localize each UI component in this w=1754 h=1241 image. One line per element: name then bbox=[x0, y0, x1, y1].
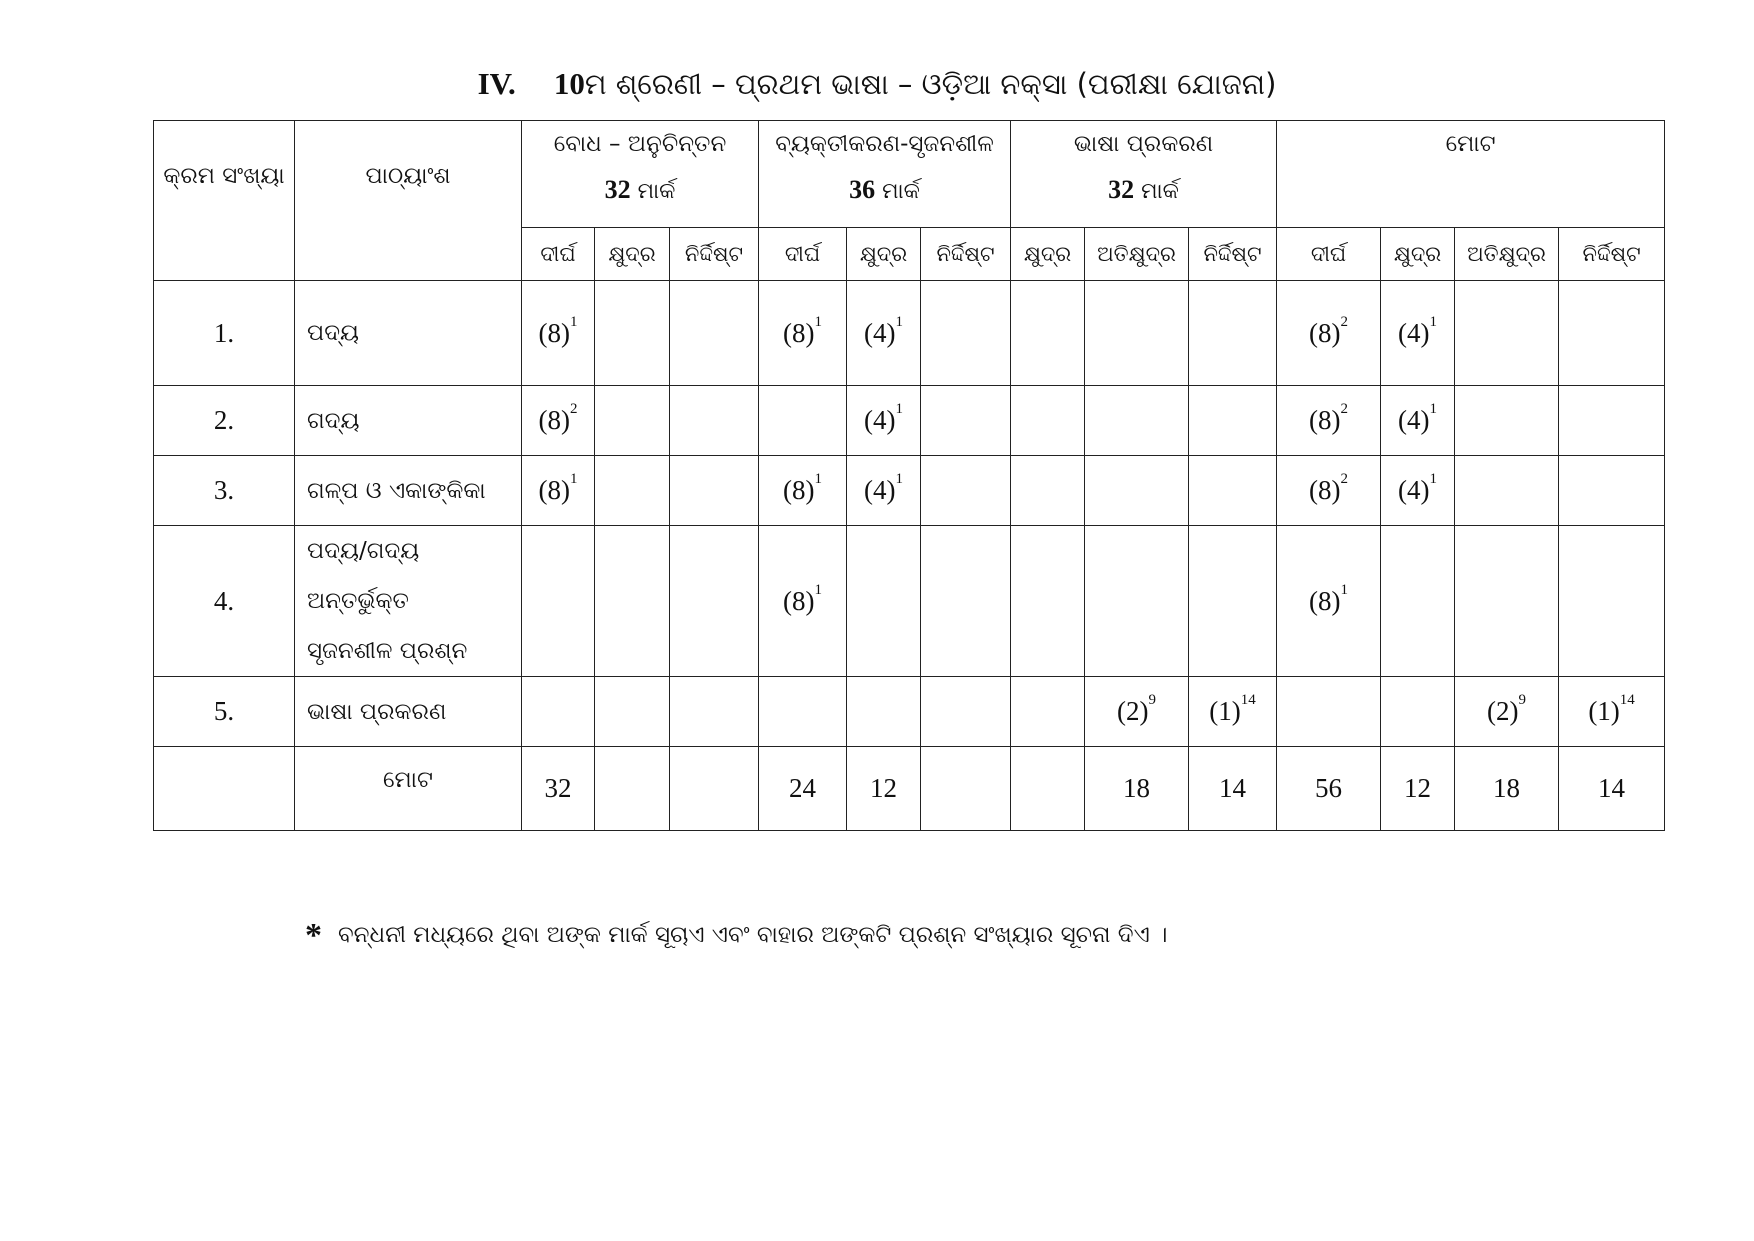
group-marks bbox=[759, 175, 1010, 207]
topic-line: ସୃଜନଶୀଳ ପ୍ରଶ୍ନ bbox=[307, 638, 468, 664]
value-cell bbox=[847, 677, 921, 747]
value-cell bbox=[1381, 526, 1455, 677]
subheader-cell: କ୍ଷୁଦ୍ର bbox=[847, 228, 921, 281]
value-cell bbox=[1455, 526, 1559, 677]
value-cell bbox=[1011, 456, 1085, 526]
value-cell bbox=[921, 281, 1011, 386]
empty-cell bbox=[154, 747, 295, 831]
value-cell bbox=[595, 526, 670, 677]
topic-cell bbox=[295, 281, 522, 386]
total-value: 14 bbox=[1189, 747, 1277, 831]
value-cell bbox=[1085, 526, 1189, 677]
question-count: 1 bbox=[814, 471, 822, 487]
question-count: 1 bbox=[1429, 313, 1438, 330]
total-value: 12 bbox=[847, 747, 921, 831]
value-cell bbox=[522, 677, 595, 747]
marks-value: (8) bbox=[538, 317, 570, 348]
value-cell bbox=[595, 456, 670, 526]
value-cell bbox=[759, 386, 847, 456]
value-cell bbox=[595, 281, 670, 386]
serial-cell: 3. bbox=[154, 456, 295, 526]
group-label: ଭାଷା ପ୍ରକରଣ bbox=[1073, 131, 1214, 157]
group-marks-number: 36 bbox=[849, 175, 876, 204]
value-cell bbox=[1559, 281, 1665, 386]
table-row bbox=[154, 677, 1665, 747]
question-count: 2 bbox=[569, 401, 578, 417]
class-number: 10 bbox=[553, 66, 585, 101]
marks-value: (1) bbox=[1588, 696, 1620, 726]
value-cell bbox=[1277, 526, 1381, 677]
topic-line: ଭାଷା ପ୍ରକରଣ bbox=[307, 698, 447, 725]
value-cell bbox=[921, 456, 1011, 526]
total-value: 18 bbox=[1455, 747, 1559, 831]
marks-value: (4) bbox=[1398, 405, 1430, 435]
marks-value: (8) bbox=[538, 475, 570, 505]
marks-value: (4) bbox=[1398, 317, 1430, 348]
table-row bbox=[154, 456, 1665, 526]
value-cell bbox=[522, 281, 595, 386]
subheader-cell: କ୍ଷୁଦ୍ର bbox=[1381, 228, 1455, 281]
value-cell bbox=[1455, 677, 1559, 747]
value-cell bbox=[1011, 281, 1085, 386]
value-cell bbox=[921, 526, 1011, 677]
total-value: 24 bbox=[759, 747, 847, 831]
value-cell bbox=[847, 386, 921, 456]
value-cell bbox=[1189, 677, 1277, 747]
total-value: 32 bbox=[522, 747, 595, 831]
value-cell bbox=[595, 677, 670, 747]
group-marks bbox=[522, 175, 758, 207]
group-header-grammar bbox=[1011, 121, 1277, 228]
value-cell bbox=[1381, 456, 1455, 526]
footnote bbox=[305, 912, 1167, 955]
value-cell bbox=[1085, 281, 1189, 386]
question-count: 14 bbox=[1619, 692, 1635, 708]
value-cell bbox=[1189, 281, 1277, 386]
question-count: 2 bbox=[1340, 313, 1349, 330]
subheader-cell: ନିର୍ଦ୍ଦିଷ୍ଟ bbox=[1559, 228, 1665, 281]
subheader-cell: କ୍ଷୁଦ୍ର bbox=[1011, 228, 1085, 281]
marks-value: (8) bbox=[783, 317, 815, 348]
value-cell bbox=[1381, 677, 1455, 747]
value-cell bbox=[522, 456, 595, 526]
total-row bbox=[154, 747, 1665, 831]
group-marks-unit: ମାର୍କ bbox=[630, 179, 676, 204]
group-header-expression bbox=[759, 121, 1011, 228]
topic-header: ପାଠ୍ୟାଂଶ bbox=[295, 121, 522, 281]
question-count: 2 bbox=[1340, 401, 1349, 417]
value-cell bbox=[1085, 677, 1189, 747]
value-cell bbox=[1085, 386, 1189, 456]
value-cell bbox=[595, 386, 670, 456]
value-cell bbox=[1277, 386, 1381, 456]
value-cell bbox=[921, 677, 1011, 747]
group-marks-number: 32 bbox=[1108, 175, 1135, 204]
value-cell bbox=[921, 386, 1011, 456]
marks-value: (2) bbox=[1487, 696, 1519, 726]
title-text: ମ ଶ୍ରେଣୀ – ପ୍ରଥମ ଭାଷା – ଓଡ଼ିଆ ନକ୍ସା (ପରୀକ୍ଷା ଯୋଜନା) bbox=[584, 67, 1277, 101]
question-count: 1 bbox=[814, 313, 822, 330]
topic-cell bbox=[295, 526, 522, 677]
value-cell bbox=[1455, 456, 1559, 526]
value-cell bbox=[759, 526, 847, 677]
question-count: 1 bbox=[1429, 471, 1438, 487]
serial-cell: 4. bbox=[154, 526, 295, 677]
value-cell bbox=[847, 456, 921, 526]
value-cell bbox=[1011, 526, 1085, 677]
topic-cell bbox=[295, 386, 522, 456]
value-cell bbox=[1455, 281, 1559, 386]
serial-cell: 5. bbox=[154, 677, 295, 747]
total-value: 56 bbox=[1277, 747, 1381, 831]
total-value bbox=[1011, 747, 1085, 831]
value-cell bbox=[1189, 386, 1277, 456]
marks-value: (4) bbox=[1398, 475, 1430, 505]
value-cell bbox=[670, 677, 759, 747]
marks-value: (1) bbox=[1209, 696, 1241, 726]
value-cell bbox=[670, 526, 759, 677]
subheader-cell: ନିର୍ଦ୍ଦିଷ୍ଟ bbox=[670, 228, 759, 281]
subheader-cell: ନିର୍ଦ୍ଦିଷ୍ଟ bbox=[921, 228, 1011, 281]
group-marks-unit: ମାର୍କ bbox=[875, 179, 920, 204]
topic-line: ପଦ୍ୟ/ଗଦ୍ୟ ଅନ୍ତର୍ଭୁକ୍ତ bbox=[307, 538, 420, 614]
value-cell bbox=[1011, 386, 1085, 456]
question-count: 9 bbox=[1518, 692, 1527, 708]
topic-cell bbox=[295, 456, 522, 526]
group-label: ବ୍ୟକ୍ତୀକରଣ-ସୃଜନଶୀଳ bbox=[775, 131, 994, 157]
marks-value: (4) bbox=[864, 475, 896, 505]
group-marks-number: 32 bbox=[604, 175, 631, 204]
serial-cell: 1. bbox=[154, 281, 295, 386]
header-row bbox=[154, 121, 1665, 228]
question-count: 1 bbox=[895, 471, 903, 487]
question-count: 1 bbox=[569, 471, 578, 487]
group-label: ମୋଟ bbox=[1445, 131, 1496, 157]
question-count: 1 bbox=[569, 313, 578, 330]
value-cell bbox=[1559, 456, 1665, 526]
value-cell bbox=[1277, 456, 1381, 526]
total-value bbox=[595, 747, 670, 831]
subheader-cell: ଦୀର୍ଘ bbox=[759, 228, 847, 281]
question-count: 9 bbox=[1148, 692, 1157, 708]
value-cell bbox=[847, 526, 921, 677]
value-cell bbox=[1455, 386, 1559, 456]
serial-cell: 2. bbox=[154, 386, 295, 456]
total-value bbox=[670, 747, 759, 831]
marks-value: (8) bbox=[783, 475, 815, 505]
marks-value: (8) bbox=[1309, 405, 1341, 435]
value-cell bbox=[1277, 281, 1381, 386]
question-count: 2 bbox=[1340, 471, 1349, 487]
group-marks bbox=[1011, 175, 1276, 207]
value-cell bbox=[1559, 526, 1665, 677]
topic-line: ପଦ୍ୟ bbox=[307, 320, 360, 346]
question-count: 14 bbox=[1240, 692, 1256, 708]
value-cell bbox=[1085, 456, 1189, 526]
value-cell bbox=[1011, 677, 1085, 747]
value-cell bbox=[522, 526, 595, 677]
topic-line: ଗଳ୍ପ ଓ ଏକାଙ୍କିକା bbox=[307, 477, 486, 504]
marks-value: (8) bbox=[1309, 585, 1341, 616]
value-cell bbox=[1381, 281, 1455, 386]
asterisk-icon: * bbox=[305, 917, 322, 954]
subheader-cell: ଦୀର୍ଘ bbox=[522, 228, 595, 281]
subheader-cell: ଅତିକ୍ଷୁଦ୍ର bbox=[1085, 228, 1189, 281]
marks-value: (8) bbox=[1309, 475, 1341, 505]
value-cell bbox=[670, 281, 759, 386]
marks-value: (4) bbox=[864, 405, 896, 435]
topic-cell bbox=[295, 677, 522, 747]
value-cell bbox=[670, 456, 759, 526]
marks-value: (8) bbox=[1309, 317, 1341, 348]
question-count: 1 bbox=[1429, 401, 1438, 417]
topic-line: ଗଦ୍ୟ bbox=[307, 407, 360, 434]
question-count: 1 bbox=[895, 401, 903, 417]
value-cell bbox=[847, 281, 921, 386]
subheader-cell: ନିର୍ଦ୍ଦିଷ୍ଟ bbox=[1189, 228, 1277, 281]
group-header-total bbox=[1277, 121, 1665, 228]
value-cell bbox=[1559, 386, 1665, 456]
total-value: 18 bbox=[1085, 747, 1189, 831]
question-count: 1 bbox=[814, 581, 822, 598]
question-count: 1 bbox=[1340, 581, 1349, 598]
value-cell bbox=[1277, 677, 1381, 747]
total-value: 12 bbox=[1381, 747, 1455, 831]
value-cell bbox=[759, 281, 847, 386]
value-cell bbox=[670, 386, 759, 456]
subheader-cell: ଦୀର୍ଘ bbox=[1277, 228, 1381, 281]
value-cell bbox=[759, 677, 847, 747]
value-cell bbox=[522, 386, 595, 456]
value-cell bbox=[1189, 526, 1277, 677]
marks-value: (4) bbox=[864, 317, 896, 348]
table-row bbox=[154, 386, 1665, 456]
blueprint-table bbox=[153, 120, 1665, 831]
question-count: 1 bbox=[895, 313, 903, 330]
table-row bbox=[154, 526, 1665, 677]
group-marks-unit: ମାର୍କ bbox=[1134, 179, 1179, 204]
group-label: ବୋଧ – ଅନୁଚିନ୍ତନ bbox=[553, 131, 727, 157]
total-value bbox=[921, 747, 1011, 831]
page-title bbox=[0, 64, 1754, 104]
footnote-text: ବନ୍ଧନୀ ମଧ୍ୟରେ ଥିବା ଅଙ୍କ ମାର୍କ ସୂଚାଏ ଏବଂ ବାହାର ଅଙ୍କଟି ପ୍ରଶ୍ନ ସଂଖ୍ୟାର ସୂଚନା ଦିଏ । bbox=[338, 922, 1168, 948]
marks-value: (8) bbox=[538, 405, 570, 435]
table-row bbox=[154, 281, 1665, 386]
value-cell bbox=[759, 456, 847, 526]
section-number: IV. bbox=[477, 66, 516, 101]
group-header-comprehension bbox=[522, 121, 759, 228]
serial-header: କ୍ରମ ସଂଖ୍ୟା bbox=[154, 121, 295, 281]
value-cell bbox=[1381, 386, 1455, 456]
value-cell bbox=[1189, 456, 1277, 526]
value-cell bbox=[1559, 677, 1665, 747]
subheader-cell: କ୍ଷୁଦ୍ର bbox=[595, 228, 670, 281]
marks-value: (2) bbox=[1117, 696, 1149, 726]
subheader-cell: ଅତିକ୍ଷୁଦ୍ର bbox=[1455, 228, 1559, 281]
total-value: 14 bbox=[1559, 747, 1665, 831]
marks-value: (8) bbox=[783, 585, 815, 616]
total-label: ମୋଟ bbox=[295, 747, 522, 831]
